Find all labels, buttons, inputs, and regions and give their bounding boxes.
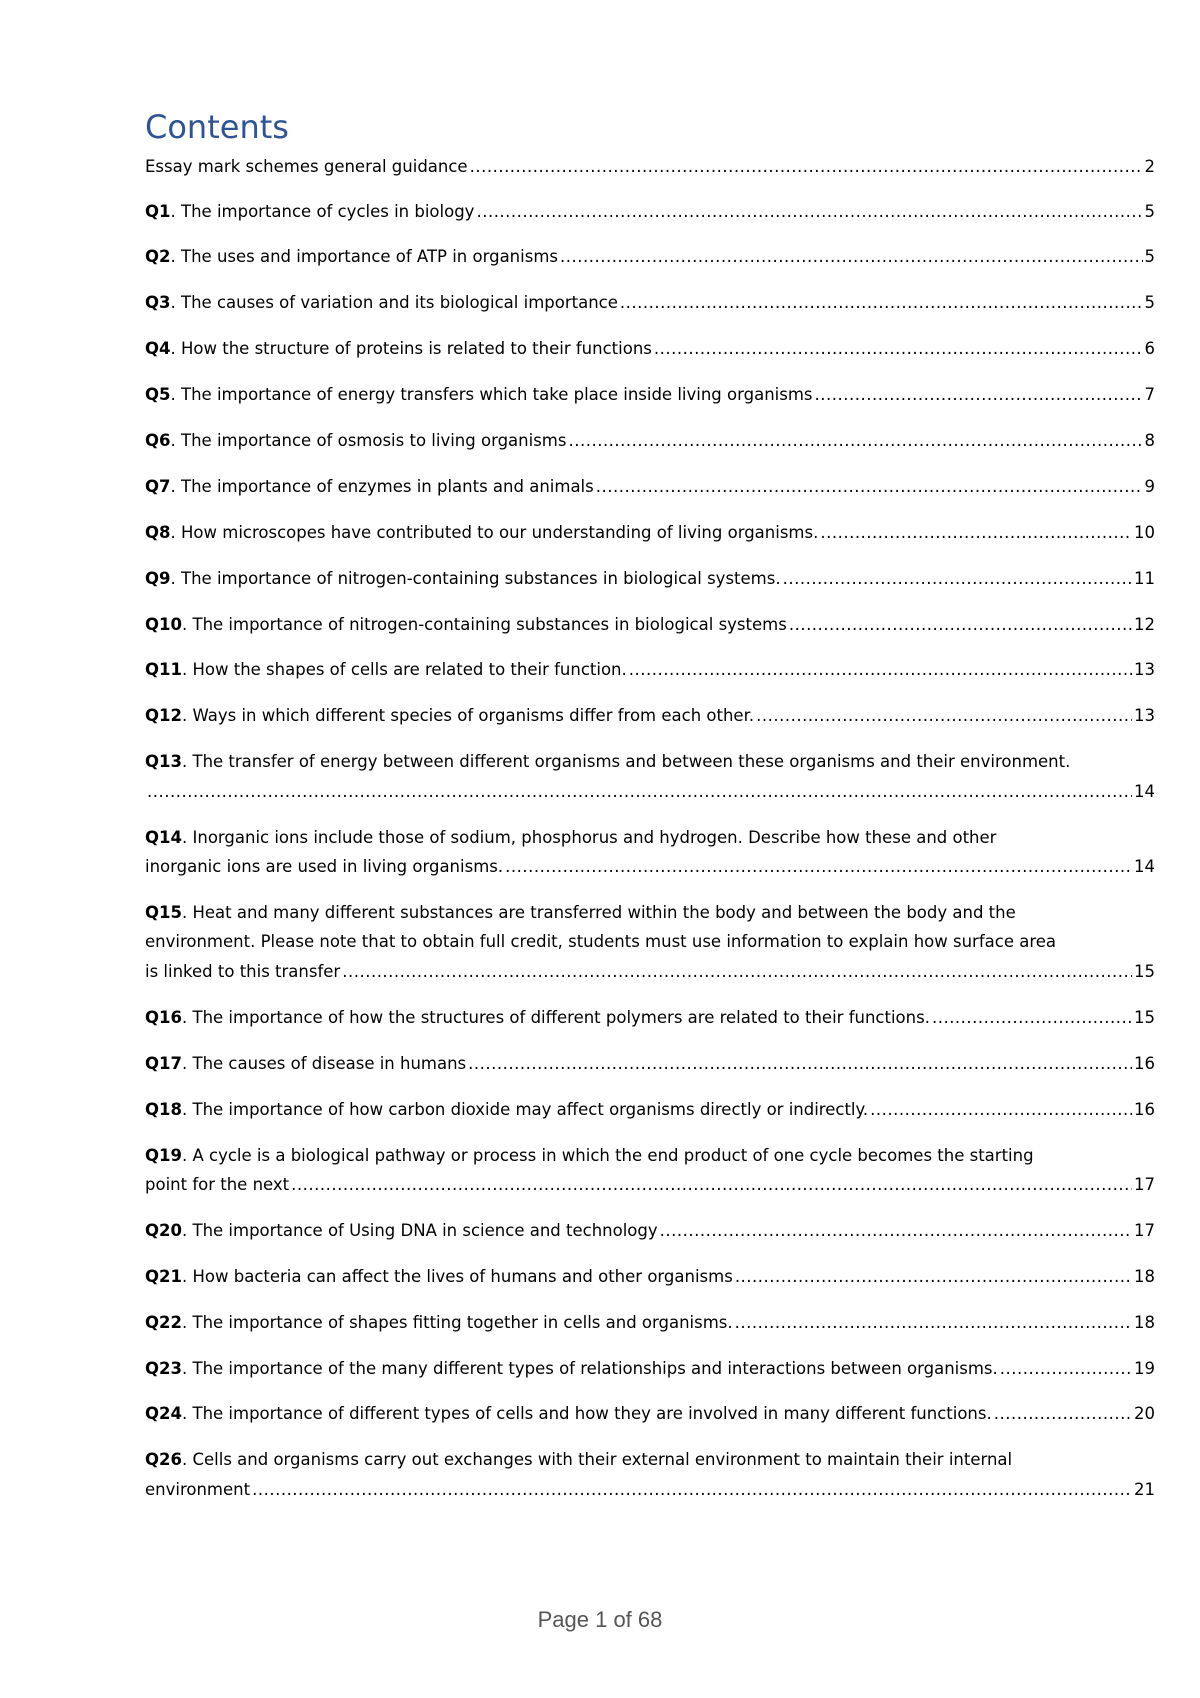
toc-entry-text-line — [145, 380, 813, 410]
toc-entry-text: . How bacteria can affect the lives of humans and other organisms — [182, 1266, 733, 1286]
toc-leader-dots — [820, 518, 1132, 548]
toc-page-number: 14 — [1134, 857, 1155, 877]
toc-entry-text-line — [145, 1354, 998, 1384]
toc-entry[interactable] — [145, 1445, 1155, 1504]
toc-page-number: 2 — [1144, 157, 1155, 176]
toc-entry[interactable] — [145, 701, 1155, 731]
toc-entry-number: Q9 — [145, 568, 171, 588]
toc-entry[interactable] — [145, 1141, 1155, 1200]
toc-entry[interactable] — [145, 334, 1155, 364]
toc-leader-dots — [505, 852, 1132, 882]
toc-page-number: 16 — [1134, 1099, 1155, 1119]
toc-entry-text-line — [145, 564, 781, 594]
toc-page-number: 11 — [1134, 568, 1155, 588]
toc-leader-dots — [476, 197, 1142, 227]
toc-entry-text-line — [145, 197, 474, 227]
toc-entry-text-line — [145, 1141, 1155, 1171]
toc-entry-number: Q15 — [145, 902, 182, 922]
toc-leader-dots — [342, 957, 1132, 987]
toc-page-number: 8 — [1144, 430, 1155, 450]
toc-entry-number: Q22 — [145, 1312, 182, 1332]
toc-entry-text: . The importance of how carbon dioxide may affect organisms directly or indirectly. — [182, 1099, 869, 1119]
toc-entry-number: Q21 — [145, 1266, 182, 1286]
toc-entry-text: . The causes of variation and its biological importance — [170, 293, 618, 313]
toc-entry-number: Q13 — [145, 752, 182, 772]
toc-entry-text: . The importance of different types of cells and how they are involved in many different functions. — [182, 1404, 992, 1424]
toc-leader-dots — [660, 1216, 1132, 1246]
toc-entry-text: point for the next — [145, 1175, 290, 1195]
toc-entry-text-line — [145, 334, 652, 364]
table-of-contents — [145, 152, 1155, 1521]
toc-leader-dots — [994, 1399, 1132, 1429]
toc-leader-dots — [596, 472, 1143, 502]
toc-leader-dots — [735, 1262, 1132, 1292]
toc-entry-number: Q8 — [145, 522, 171, 542]
toc-entry-text: . The importance of how the structures of different polymers are related to their functions. — [182, 1007, 930, 1027]
toc-entry-number: Q7 — [145, 476, 171, 496]
toc-leader-dots — [1000, 1354, 1132, 1384]
toc-entry-text: . How the shapes of cells are related to their function. — [182, 660, 627, 680]
toc-entry-text: is linked to this transfer — [145, 961, 341, 981]
toc-page-number: 7 — [1144, 385, 1155, 405]
toc-entry[interactable] — [145, 1399, 1155, 1429]
toc-entry-text: . The importance of the many different types of relationships and interactions between organisms. — [182, 1358, 998, 1378]
toc-entry-number: Q17 — [145, 1053, 182, 1073]
toc-entry-text: . Cells and organisms carry out exchanges with their external environment to maintain their internal — [182, 1450, 1013, 1470]
toc-entry[interactable] — [145, 1216, 1155, 1246]
toc-entry-text-line — [145, 610, 787, 640]
toc-leader-dots — [756, 701, 1132, 731]
toc-entry-text-line — [145, 1170, 289, 1200]
toc-page-number: 5 — [1144, 293, 1155, 313]
toc-entry-text-line — [145, 655, 627, 685]
toc-entry-number: Q26 — [145, 1450, 182, 1470]
toc-entry-text: . The uses and importance of ATP in organisms — [170, 247, 558, 267]
toc-entry[interactable] — [145, 197, 1155, 227]
toc-entry-text-line — [145, 152, 468, 182]
toc-entry-number: Q10 — [145, 614, 182, 634]
toc-entry-text: . The importance of enzymes in plants and animals — [170, 476, 594, 496]
toc-entry-text: inorganic ions are used in living organisms. — [145, 857, 504, 877]
toc-entry-text: . Ways in which different species of organisms differ from each other. — [182, 706, 755, 726]
toc-entry-text-line — [145, 927, 1155, 957]
toc-entry-text: . The importance of osmosis to living organisms — [170, 430, 567, 450]
toc-entry-text: . Inorganic ions include those of sodium, phosphorus and hydrogen. Describe how these and other — [182, 827, 997, 847]
toc-page-number: 15 — [1134, 1007, 1155, 1027]
toc-entry-text-line — [145, 1216, 658, 1246]
toc-entry-text: . A cycle is a biological pathway or process in which the end product of one cycle becomes the starting — [182, 1145, 1034, 1165]
toc-entry-number: Q11 — [145, 660, 182, 680]
toc-entry-number: Q18 — [145, 1099, 182, 1119]
toc-leader-dots — [147, 777, 1132, 807]
toc-leader-dots — [783, 564, 1132, 594]
toc-page-number: 14 — [1134, 781, 1155, 801]
toc-page-number: 5 — [1144, 247, 1155, 267]
toc-entry-number: Q14 — [145, 827, 182, 847]
toc-entry[interactable] — [145, 518, 1155, 548]
toc-entry-number: Q20 — [145, 1220, 182, 1240]
toc-leader-dots — [470, 152, 1143, 182]
toc-leader-dots — [568, 426, 1142, 456]
toc-page-number: 19 — [1134, 1358, 1155, 1378]
toc-entry-text: . The importance of nitrogen-containing substances in biological systems. — [170, 568, 781, 588]
toc-page-number: 18 — [1134, 1266, 1155, 1286]
toc-entry-number: Q5 — [145, 385, 171, 405]
toc-entry-number: Q23 — [145, 1358, 182, 1378]
toc-entry[interactable] — [145, 1262, 1155, 1292]
toc-page-number: 13 — [1134, 706, 1155, 726]
toc-entry[interactable] — [145, 610, 1155, 640]
toc-entry[interactable] — [145, 472, 1155, 502]
toc-entry-text-line — [145, 1399, 992, 1429]
toc-leader-dots — [252, 1475, 1132, 1505]
toc-entry-text-line — [145, 1049, 466, 1079]
toc-leader-dots — [932, 1003, 1132, 1033]
toc-leader-dots — [620, 288, 1143, 318]
toc-entry-text: . The importance of cycles in biology — [170, 201, 475, 221]
toc-entry-text-line — [145, 1308, 733, 1338]
toc-leader-dots — [468, 1049, 1132, 1079]
toc-entry-text-line — [145, 288, 618, 318]
toc-entry-text: environment. Please note that to obtain full credit, students must use information to explain how surface area — [145, 932, 1057, 952]
toc-entry-text: . How microscopes have contributed to our understanding of living organisms. — [170, 522, 819, 542]
toc-entry[interactable] — [145, 1095, 1155, 1125]
toc-page-number: 9 — [1144, 476, 1155, 496]
toc-entry-text: . The importance of Using DNA in science and technology — [182, 1220, 658, 1240]
toc-leader-dots — [815, 380, 1143, 410]
toc-entry[interactable] — [145, 288, 1155, 318]
toc-entry-number: Q6 — [145, 430, 171, 450]
toc-page-number: 20 — [1134, 1404, 1155, 1424]
toc-entry-number: Q16 — [145, 1007, 182, 1027]
toc-entry-number: Q3 — [145, 293, 171, 313]
toc-entry-text-line — [145, 426, 566, 456]
toc-entry-number: Q19 — [145, 1145, 182, 1165]
toc-entry[interactable] — [145, 1003, 1155, 1033]
toc-page-number: 17 — [1134, 1220, 1155, 1240]
toc-leader-dots — [654, 334, 1143, 364]
toc-entry-text: . The importance of shapes fitting together in cells and organisms. — [182, 1312, 733, 1332]
toc-entry-text: . The causes of disease in humans — [182, 1053, 467, 1073]
toc-page-number: 16 — [1134, 1053, 1155, 1073]
toc-entry-text: . The transfer of energy between different organisms and between these organisms and their environment. — [182, 752, 1071, 772]
toc-entry[interactable] — [145, 747, 1155, 806]
toc-page-number: 18 — [1134, 1312, 1155, 1332]
toc-entry-text-line — [145, 518, 818, 548]
toc-page-number: 5 — [1144, 201, 1155, 221]
toc-entry[interactable] — [145, 655, 1155, 685]
toc-entry-text: . How the structure of proteins is related to their functions — [170, 339, 652, 359]
page-footer: Page 1 of 68 — [537, 1607, 663, 1632]
toc-entry-text: . Heat and many different substances are transferred within the body and between the body and the — [182, 902, 1016, 922]
toc-entry-text-line — [145, 1003, 930, 1033]
toc-entry-text-line — [145, 701, 754, 731]
toc-entry[interactable] — [145, 823, 1155, 882]
toc-entry[interactable] — [145, 242, 1155, 272]
toc-entry-number: Q1 — [145, 201, 171, 221]
toc-entry[interactable] — [145, 1354, 1155, 1384]
toc-page-number: 6 — [1144, 339, 1155, 359]
toc-entry[interactable] — [145, 898, 1155, 987]
toc-page-number: 21 — [1134, 1479, 1155, 1499]
toc-leader-dots — [291, 1170, 1132, 1200]
toc-page-number: 10 — [1134, 522, 1155, 542]
toc-entry-text-line — [145, 957, 340, 987]
toc-entry-text-line — [145, 1095, 868, 1125]
toc-entry-number: Q2 — [145, 247, 171, 267]
toc-entry-text-line — [145, 1445, 1155, 1475]
page-title: Contents — [145, 108, 289, 146]
toc-entry-number: Q4 — [145, 339, 171, 359]
toc-entry-text-line — [145, 242, 558, 272]
toc-entry-text-line — [145, 747, 1155, 777]
toc-entry[interactable] — [145, 1308, 1155, 1338]
toc-entry-text-line — [145, 472, 594, 502]
toc-entry[interactable] — [145, 152, 1155, 182]
toc-entry-text: Essay mark schemes general guidance — [145, 157, 468, 176]
toc-entry-number: Q12 — [145, 706, 182, 726]
toc-entry[interactable] — [145, 380, 1155, 410]
toc-entry-text-line — [145, 1262, 733, 1292]
toc-leader-dots — [735, 1308, 1132, 1338]
toc-entry[interactable] — [145, 1049, 1155, 1079]
toc-page-number: 15 — [1134, 961, 1155, 981]
toc-entry-number: Q24 — [145, 1404, 182, 1424]
toc-page-number: 13 — [1134, 660, 1155, 680]
toc-entry-text: . The importance of energy transfers which take place inside living organisms — [170, 385, 813, 405]
toc-entry-text-line — [145, 852, 503, 882]
toc-entry-text-line — [145, 823, 1155, 853]
toc-entry[interactable] — [145, 564, 1155, 594]
toc-entry-text: . The importance of nitrogen-containing substances in biological systems — [182, 614, 787, 634]
toc-entry-text: environment — [145, 1479, 251, 1499]
toc-entry-text-line — [145, 898, 1155, 928]
toc-page-number: 12 — [1134, 614, 1155, 634]
toc-leader-dots — [629, 655, 1132, 685]
toc-leader-dots — [870, 1095, 1132, 1125]
toc-leader-dots — [560, 242, 1143, 272]
toc-leader-dots — [789, 610, 1132, 640]
toc-page-number: 17 — [1134, 1175, 1155, 1195]
toc-entry[interactable] — [145, 426, 1155, 456]
toc-entry-text-line — [145, 1475, 250, 1505]
